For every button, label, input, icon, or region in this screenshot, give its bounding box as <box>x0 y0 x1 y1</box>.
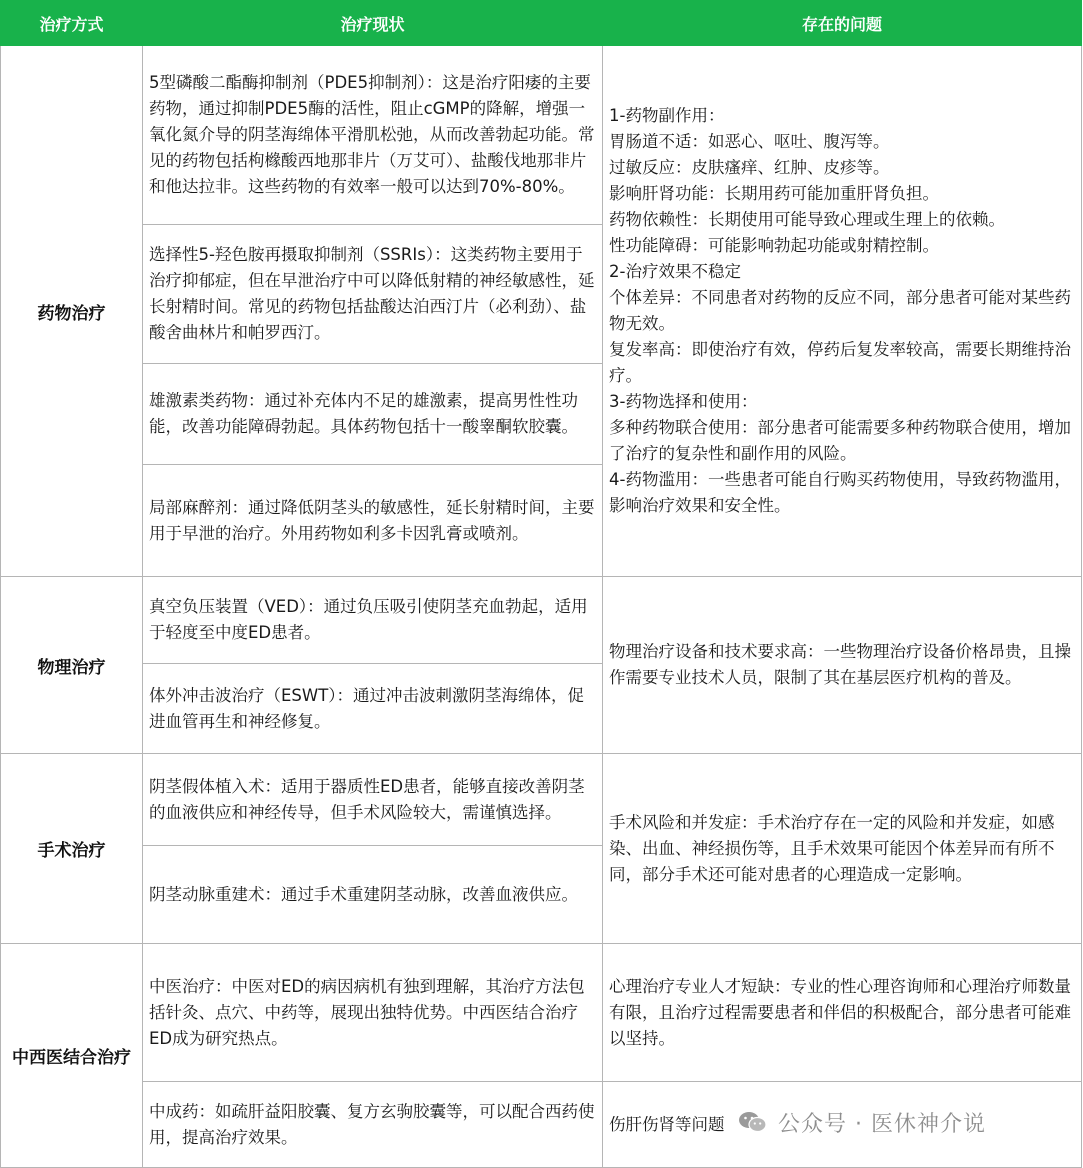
table-row <box>1 944 1082 1082</box>
treatment-cell: 局部麻醉剂：通过降低阴茎头的敏感性，延长射精时间，主要用于早泄的治疗。外用药物如利多卡因乳膏或喷剂。 <box>143 465 603 577</box>
treatment-cell: 体外冲击波治疗（ESWT）：通过冲击波刺激阴茎海绵体，促进血管再生和神经修复。 <box>143 664 603 754</box>
problems-cell-physical: 物理治疗设备和技术要求高：一些物理治疗设备价格昂贵，且操作需要专业技术人员，限制了其在基层医疗机构的普及。 <box>603 577 1082 754</box>
treatment-cell: 阴茎假体植入术：适用于器质性ED患者，能够直接改善阴茎的血液供应和神经传导，但手术风险较大，需谨慎选择。 <box>143 754 603 846</box>
problem-line: 性功能障碍：可能影响勃起功能或射精控制。 <box>609 236 939 255</box>
category-physical: 物理治疗 <box>1 577 143 754</box>
treatment-cell: 雄激素类药物：通过补充体内不足的雄激素，提高男性性功能，改善功能障碍勃起。具体药物包括十一酸睾酮软胶囊。 <box>143 364 603 465</box>
category-surgery: 手术治疗 <box>1 754 143 944</box>
table-row <box>1 46 1082 225</box>
treatment-cell: 5型磷酸二酯酶抑制剂（PDE5抑制剂）：这是治疗阳痿的主要药物，通过抑制PDE5酶的活性，阻止cGMP的降解，增强一氧化氮介导的阴茎海绵体平滑肌松弛，从而改善勃起功能。常见的药物包括枸橼酸西地那非片（万艾可）、盐酸伐地那非片和他达拉非。这些药物的有效率一般可以达到70%-80%。 <box>143 46 603 225</box>
treatment-cell: 阴茎动脉重建术：通过手术重建阴茎动脉，改善血液供应。 <box>143 846 603 944</box>
category-integrated: 中西医结合治疗 <box>1 944 143 1168</box>
problem-line: 多种药物联合使用：部分患者可能需要多种药物联合使用，增加了治疗的复杂性和副作用的风险。 <box>609 418 1071 463</box>
treatment-cell: 中医治疗：中医对ED的病因病机有独到理解，其治疗方法包括针灸、点穴、中药等，展现出独特优势。中西医结合治疗ED成为研究热点。 <box>143 944 603 1082</box>
problem-line: 药物依赖性：长期使用可能导致心理或生理上的依赖。 <box>609 210 1005 229</box>
watermark <box>738 1102 986 1142</box>
watermark-text: 公众号 · 医休神介说 <box>778 1111 986 1137</box>
problems-cell-surgery: 手术风险和并发症：手术治疗存在一定的风险和并发症，如感染、出血、神经损伤等，且手术效果可能因个体差异而有所不同，部分手术还可能对患者的心理造成一定影响。 <box>603 754 1082 944</box>
problem-line: 过敏反应：皮肤瘙痒、红肿、皮疹等。 <box>609 158 890 177</box>
problem-line: 个体差异：不同患者对药物的反应不同，部分患者可能对某些药物无效。 <box>609 288 1071 333</box>
problem-line: 2-治疗效果不稳定 <box>609 262 741 281</box>
header-status: 治疗现状 <box>143 1 603 46</box>
problem-line: 复发率高：即使治疗有效，停药后复发率较高，需要长期维持治疗。 <box>609 340 1071 385</box>
problems-cell-integrated-2: 伤肝伤肾等问题 <box>603 1082 1082 1168</box>
table-row <box>1 754 1082 846</box>
problem-line: 胃肠道不适：如恶心、呕吐、腹泻等。 <box>609 132 890 151</box>
problems-cell-drug <box>603 46 1082 577</box>
treatment-cell: 真空负压装置（VED）：通过负压吸引使阴茎充血勃起，适用于轻度至中度ED患者。 <box>143 577 603 664</box>
problem-line: 影响肝肾功能：长期用药可能加重肝肾负担。 <box>609 184 939 203</box>
problem-line: 4-药物滥用：一些患者可能自行购买药物使用，导致药物滥用，影响治疗效果和安全性。 <box>609 470 1071 515</box>
header-method: 治疗方式 <box>1 1 143 46</box>
category-drug: 药物治疗 <box>1 46 143 577</box>
problem-line: 3-药物选择和使用： <box>609 392 758 411</box>
problems-cell-integrated: 心理治疗专业人才短缺：专业的性心理咨询师和心理治疗师数量有限，且治疗过程需要患者和伴侣的积极配合，部分患者可能难以坚持。 <box>603 944 1082 1082</box>
header-row <box>1 1 1082 46</box>
problem-line: 1-药物副作用： <box>609 106 725 125</box>
header-problems: 存在的问题 <box>603 1 1082 46</box>
treatment-cell: 中成药：如疏肝益阳胶囊、复方玄驹胶囊等，可以配合西药使用，提高治疗效果。 <box>143 1082 603 1168</box>
table-row <box>1 577 1082 664</box>
wechat-icon <box>738 1110 768 1134</box>
treatment-cell: 选择性5-羟色胺再摄取抑制剂（SSRIs）：这类药物主要用于治疗抑郁症，但在早泄治疗中可以降低射精的神经敏感性，延长射精时间。常见的药物包括盐酸达泊西汀片（必利劲）、盐酸舍曲林片和帕罗西汀。 <box>143 225 603 364</box>
